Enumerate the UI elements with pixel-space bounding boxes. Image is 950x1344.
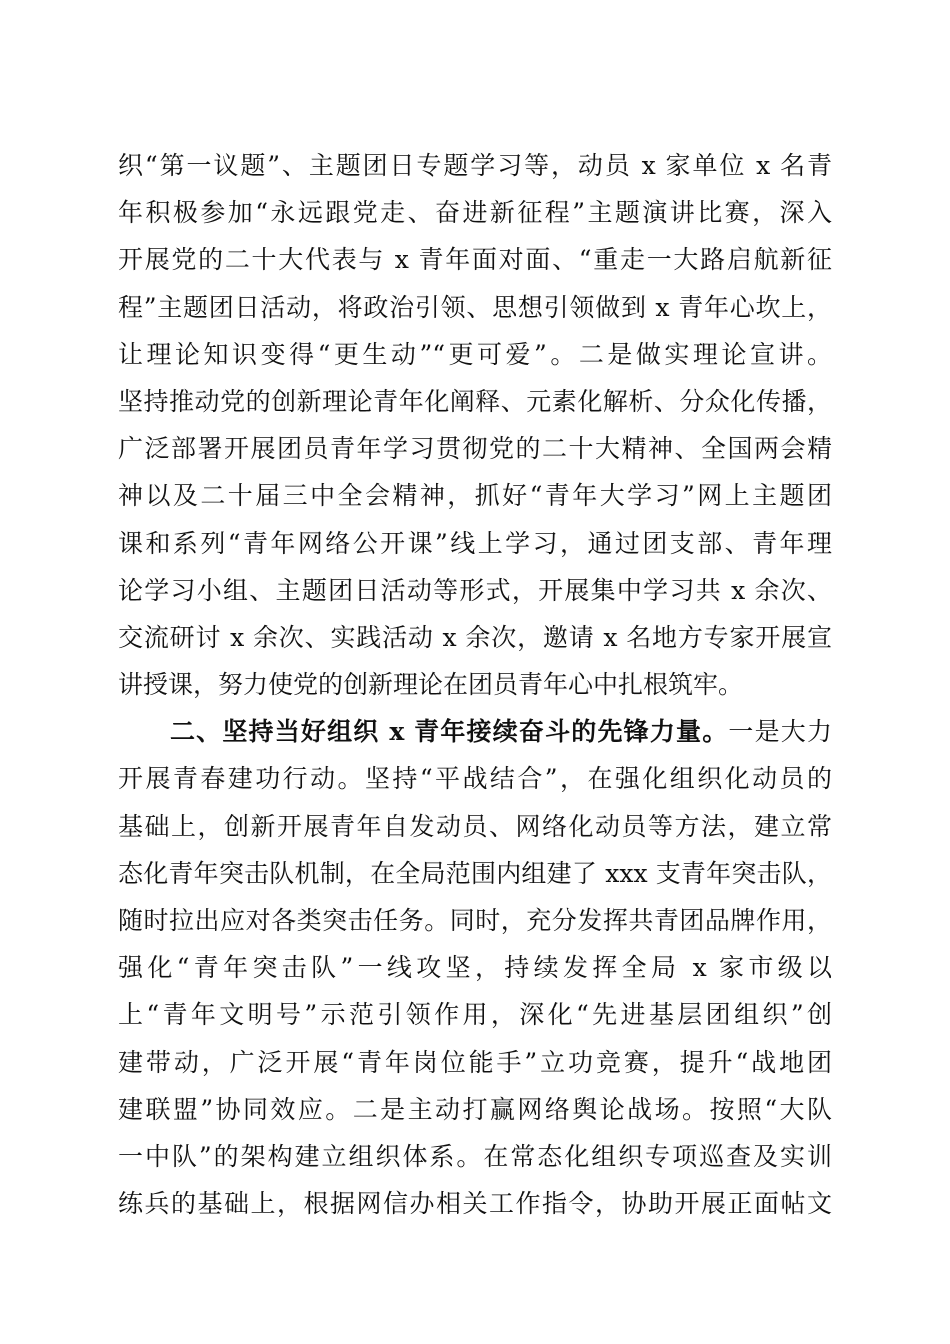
- paragraph-2-line-6: 强化“青年突击队”一线攻坚，持续发挥全局 x 家市级以: [118, 953, 832, 983]
- paragraph-2-line-10: 一中队”的架构建立组织体系。在常态化组织专项巡查及实训: [118, 1141, 832, 1171]
- paragraph-2-line-3: 基础上，创新开展青年自发动员、网络化动员等方法，建立常: [118, 811, 832, 841]
- paragraph-1-line-1: 织“第一议题”、主题团日专题学习等，动员 x 家单位 x 名青: [118, 151, 832, 180]
- paragraph-2-first-line-rest: 一是大力: [728, 717, 832, 747]
- paragraph-1-line-6: 坚持推动党的创新理论青年化阐释、元素化解析、分众化传播，: [118, 386, 832, 416]
- paragraph-1-line-4: 程”主题团日活动，将政治引领、思想引领做到 x 青年心坎上，: [118, 292, 832, 322]
- paragraph-2-line-9: 建联盟”协同效应。二是主动打赢网络舆论战场。按照“大队: [118, 1094, 832, 1124]
- paragraph-2-line-2: 开展青春建功行动。坚持“平战结合”，在强化组织化动员的: [118, 764, 832, 794]
- paragraph-1-line-3: 开展党的二十大代表与 x 青年面对面、“重走一大路启航新征: [118, 245, 832, 275]
- paragraph-1-line-8: 神以及二十届三中全会精神，抓好“青年大学习”网上主题团: [118, 481, 832, 511]
- paragraph-2-line-5: 随时拉出应对各类突击任务。同时，充分发挥共青团品牌作用，: [118, 906, 832, 935]
- paragraph-1-line-7: 广泛部署开展团员青年学习贯彻党的二十大精神、全国两会精: [118, 434, 832, 464]
- paragraph-2-line-8: 建带动，广泛开展“青年岗位能手”立功竞赛，提升“战地团: [118, 1047, 832, 1077]
- paragraph-2-line-4: 态化青年突击队机制，在全局范围内组建了 xxx 支青年突击队，: [118, 858, 832, 888]
- paragraph-1-line-5: 让理论知识变得“更生动”“更可爱”。二是做实理论宣讲。: [118, 339, 832, 369]
- section-heading: 二、坚持当好组织 x 青年接续奋斗的先锋力量。: [170, 717, 729, 747]
- paragraph-1-line-2: 年积极参加“永远跟党走、奋进新征程”主题演讲比赛，深入: [118, 198, 832, 228]
- paragraph-1-line-9: 课和系列“青年网络公开课”线上学习，通过团支部、青年理: [118, 528, 832, 558]
- paragraph-1-line-10: 论学习小组、主题团日活动等形式，开展集中学习共 x 余次、: [118, 575, 832, 605]
- document-body: [118, 142, 832, 1227]
- paragraph-1-line-11: 交流研讨 x 余次、实践活动 x 余次，邀请 x 名地方专家开展宣: [118, 622, 832, 652]
- paragraph-2-line-7: 上“青年文明号”示范引领作用，深化“先进基层团组织”创: [118, 1000, 832, 1030]
- paragraph-1-line-12: 讲授课，努力使党的创新理论在团员青年心中扎根筑牢。: [118, 670, 744, 700]
- paragraph-2-first-line: [118, 708, 832, 755]
- paragraph-2-line-11: 练兵的基础上，根据网信办相关工作指令，协助开展正面帖文: [118, 1189, 832, 1219]
